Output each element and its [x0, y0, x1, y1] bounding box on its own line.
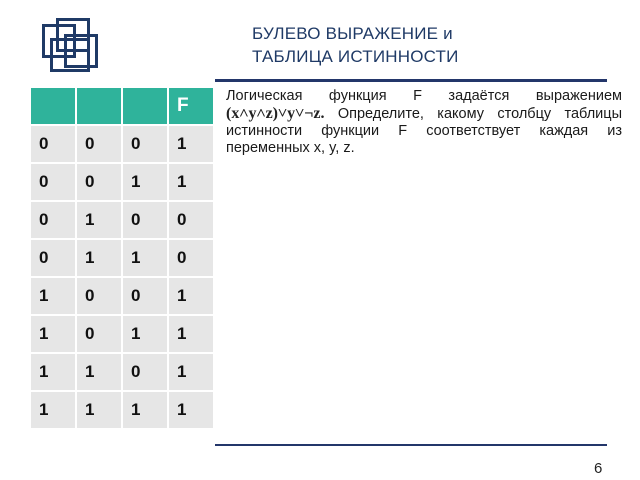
table-cell: 1: [169, 278, 213, 314]
slide-title-line2: ТАБЛИЦА ИСТИННОСТИ: [252, 47, 459, 66]
table-cell: 1: [169, 164, 213, 200]
table-cell: 0: [31, 202, 75, 238]
table-cell: 1: [31, 354, 75, 390]
table-row: [31, 126, 213, 162]
table-cell: 1: [77, 202, 121, 238]
table-cell: 0: [31, 126, 75, 162]
table-row: [31, 164, 213, 200]
table-cell: 1: [169, 354, 213, 390]
table-cell: 1: [31, 278, 75, 314]
table-cell: 1: [77, 392, 121, 428]
table-cell: 0: [169, 202, 213, 238]
table-cell: 1: [31, 316, 75, 352]
table-row: [31, 354, 213, 390]
table-cell: 1: [77, 354, 121, 390]
table-cell: 0: [31, 240, 75, 276]
slide-title: [252, 22, 459, 68]
header-cell-2: [77, 88, 121, 124]
table-cell: 0: [123, 202, 167, 238]
table-row: [31, 202, 213, 238]
task-expression: (x˄y˄z)˅y˅¬z.: [226, 105, 325, 122]
task-rest: Определите, какому столбцу таблицы истинности функции F соответствует каждая из переменных x, y, z.: [226, 106, 622, 156]
table-cell: 0: [123, 354, 167, 390]
bottom-divider: [215, 444, 607, 446]
table-cell: 1: [31, 392, 75, 428]
table-cell: 1: [123, 240, 167, 276]
table-row: [31, 316, 213, 352]
table-cell: 0: [77, 126, 121, 162]
table-row: [31, 392, 213, 428]
page-number: 6: [594, 460, 603, 477]
table-cell: 1: [169, 126, 213, 162]
table-cell: 1: [123, 392, 167, 428]
header-cell-3: [123, 88, 167, 124]
table-cell: 1: [123, 164, 167, 200]
table-cell: 0: [31, 164, 75, 200]
table-cell: 1: [169, 392, 213, 428]
table-row: [31, 240, 213, 276]
task-text: [226, 88, 622, 157]
table-cell: 0: [77, 164, 121, 200]
truth-table-body: [31, 126, 213, 428]
table-cell: 0: [77, 316, 121, 352]
table-cell: 0: [123, 126, 167, 162]
table-row: [31, 278, 213, 314]
header-cell-1: [31, 88, 75, 124]
table-cell: 1: [123, 316, 167, 352]
table-cell: 0: [123, 278, 167, 314]
logo-squares-icon: [42, 18, 108, 74]
slide-title-line1: БУЛЕВО ВЫРАЖЕНИЕ и: [252, 24, 453, 43]
header-cell-f: F: [169, 88, 213, 124]
logo-square-4: [50, 38, 90, 72]
table-cell: 1: [169, 316, 213, 352]
table-cell: 0: [77, 278, 121, 314]
table-cell: 1: [77, 240, 121, 276]
truth-table: [29, 86, 215, 430]
truth-table-header-row: [31, 88, 213, 124]
task-intro: Логическая функция F задаётся выражением: [226, 88, 622, 104]
table-cell: 0: [169, 240, 213, 276]
title-divider: [215, 79, 607, 82]
